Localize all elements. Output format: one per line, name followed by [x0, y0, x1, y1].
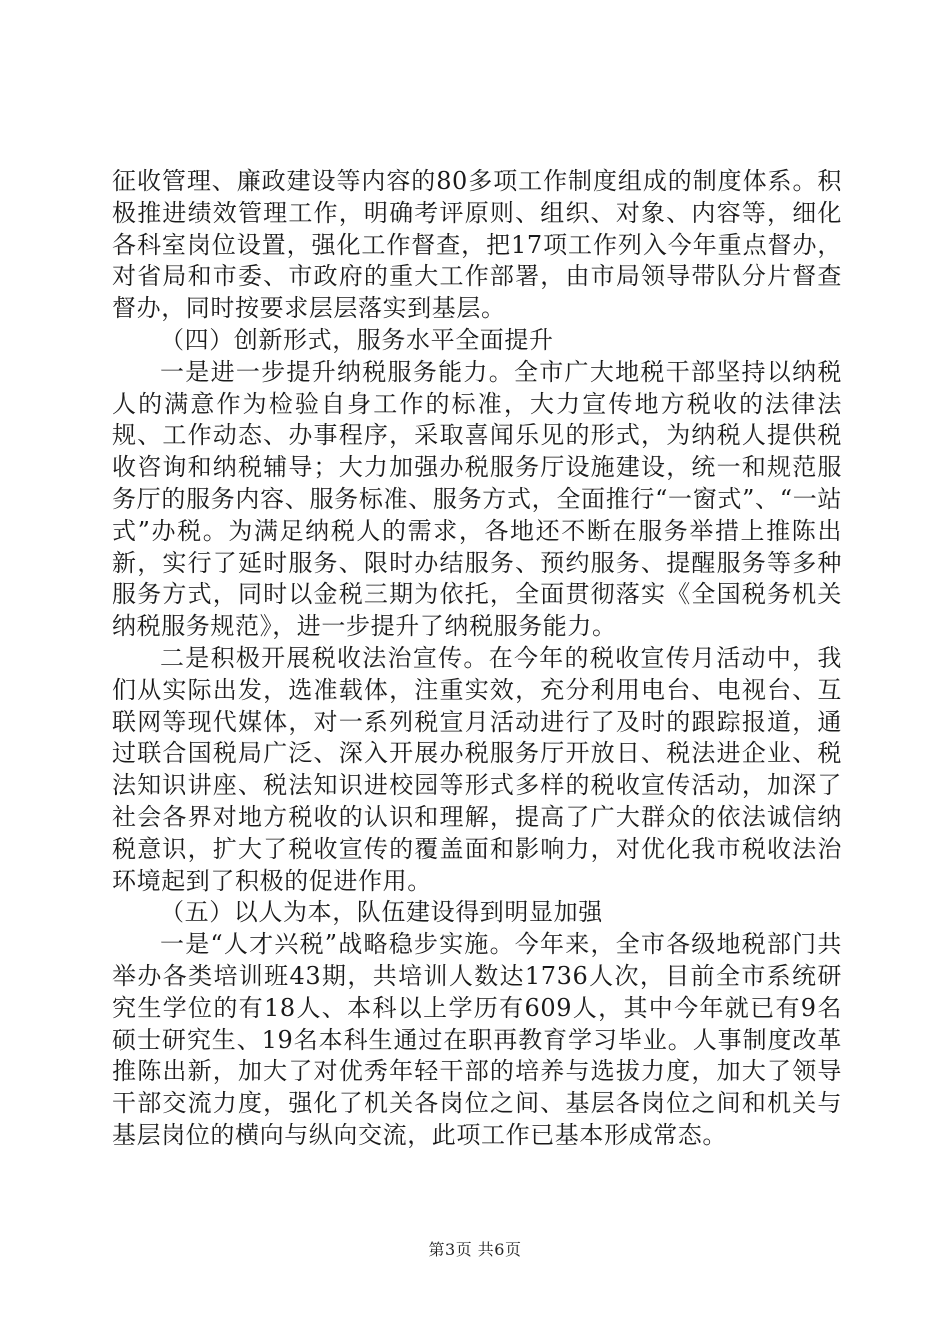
paragraph-tax-service: 一是进一步提升纳税服务能力。全市广大地税干部坚持以纳税人的满意作为检验自身工作的标准，大力宣传地方税收的法律法规、工作动态、办事程序，采取喜闻乐见的形式，为纳税人提供税收咨询和纳税辅导；大力加强办税服务厅设施建设，统一和规范服务厅的服务内容、服务标准、服务方式，全面推行“一窗式”、“一站式”办税。为满足纳税人的需求，各地还不断在服务举措上推陈出新，实行了延时服务、限时办结服务、预约服务、提醒服务等多种服务方式，同时以金税三期为依托，全面贯彻落实《全国税务机关纳税服务规范》，进一步提升了纳税服务能力。 — [112, 357, 842, 641]
page-number-footer: 第3页 共6页 — [428, 1240, 522, 1259]
paragraph-institution-system: 征收管理、廉政建设等内容的80多项工作制度组成的制度体系。积极推进绩效管理工作，明确考评原则、组织、对象、内容等，细化各科室岗位设置，强化工作督查，把17项工作列入今年重点督办，对省局和市委、市政府的重大工作部署，由市局领导带队分片督查督办，同时按要求层层落实到基层。 — [112, 167, 842, 323]
document-body — [112, 166, 842, 1152]
section-heading-5: （五）以人为本，队伍建设得到明显加强 — [160, 898, 603, 927]
paragraph-legal-publicity: 二是积极开展税收法治宣传。在今年的税收宣传月活动中，我们从实际出发，选准载体，注重实效，充分利用电台、电视台、互联网等现代媒体，对一系列税宣月活动进行了及时的跟踪报道，通过联合国税局广泛、深入开展办税服务厅开放日、税法进企业、税法知识讲座、税法知识进校园等形式多样的税收宣传活动，加深了社会各界对地方税收的认识和理解，提高了广大群众的依法诚信纳税意识，扩大了税收宣传的覆盖面和影响力，对优化我市税收法治环境起到了积极的促进作用。 — [112, 643, 842, 895]
paragraph-talent-strategy: 一是“人才兴税”战略稳步实施。今年来，全市各级地税部门共举办各类培训班43期，共培训人数达1736人次，目前全市系统研究生学位的有18人、本科以上学历有609人，其中今年就已有9名硕士研究生、19名本科生通过在职再教育学习毕业。人事制度改革推陈出新，加大了对优秀年轻干部的培养与选拔力度，加大了领导干部交流力度，强化了机关各岗位之间、基层各岗位之间和机关与基层岗位的横向与纵向交流，此项工作已基本形成常态。 — [112, 930, 842, 1149]
section-heading-4: （四）创新形式，服务水平全面提升 — [160, 325, 554, 354]
